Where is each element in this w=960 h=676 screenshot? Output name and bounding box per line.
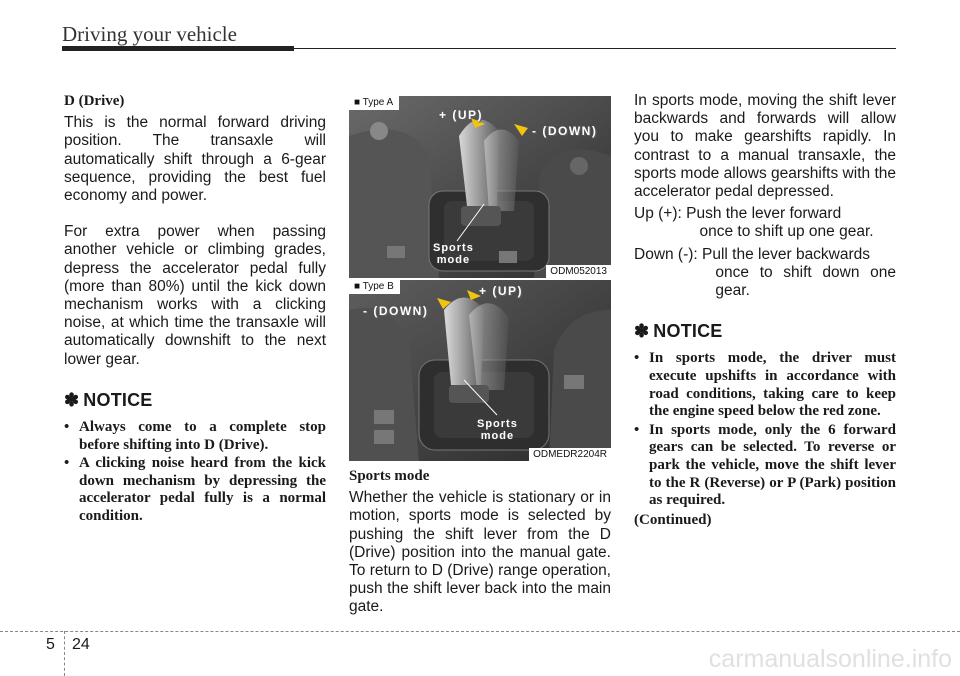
sports-mode-heading: Sports mode [349, 468, 430, 484]
drive-paragraph-1: This is the normal forward driving position. The transaxle will automatically shift through a 6-gear sequence, providing the best fuel economy and power. [64, 114, 326, 205]
up-label: + (UP) [439, 108, 484, 122]
up-definition [634, 205, 896, 241]
figure-type-a [349, 96, 611, 278]
notice-list-2 [634, 350, 896, 509]
down-key: Down (-) [634, 245, 694, 263]
down-value-line-1: : Pull the lever backwards [693, 245, 871, 263]
footer-rule [0, 631, 960, 632]
figure-code: ODMEDR2204R [529, 448, 611, 461]
section-header-title: Driving your vehicle [62, 22, 237, 46]
down-label: - (DOWN) [532, 124, 598, 138]
list-item: • A clicking noise heard from the kick down mechanism by depressing the accelerator pedal fully is a normal condition. [64, 455, 326, 525]
figure-type-b [349, 280, 611, 461]
notice-list-1 [64, 419, 326, 526]
section-number: 5 [46, 636, 55, 653]
type-a-label: ■ Type A [349, 96, 399, 110]
drive-heading: D (Drive) [64, 93, 125, 109]
down-value-line-2: once to shift down one gear. [715, 263, 896, 300]
notice-title: NOTICE [653, 321, 723, 342]
mode-word: mode [436, 254, 471, 266]
list-item: • In sports mode, the driver must execute upshifts in accordance with road conditions, taking care to keep the engine speed below the red zone. [634, 350, 896, 420]
sports-mode-label [433, 242, 474, 266]
notice-title: NOTICE [83, 389, 153, 410]
notice-star-icon: ✽ [64, 389, 80, 410]
type-b-label: ■ Type B [349, 280, 400, 294]
up-key: Up (+) [634, 205, 678, 223]
sports-word: Sports [477, 418, 518, 430]
figure-code: ODM052013 [546, 265, 611, 278]
drive-paragraph-2: For extra power when passing another vehicle or climbing grades, depress the accelerator pedal fully (more than 80%) until the kick down mechanism works with a clicking noise, at which time the transaxle will automatically downshift to the next lower gear. [64, 223, 326, 368]
column-1 [64, 92, 326, 527]
continued-label: (Continued) [634, 511, 712, 528]
sports-word: Sports [433, 242, 474, 254]
list-item: • In sports mode, only the 6 forward gears can be selected. To reverse or park the vehicle, move the shift lever to the R (Reverse) or P (Park) position as required. [634, 422, 896, 510]
column-2-text [349, 467, 611, 617]
page-number: 24 [72, 636, 90, 653]
footer-divider [64, 631, 65, 676]
down-definition [634, 246, 896, 301]
notice-heading-2 [634, 322, 896, 340]
watermark: carmanualsonline.info [708, 645, 952, 673]
list-item: • Always come to a complete stop before shifting into D (Drive). [64, 419, 326, 454]
sports-mode-label [477, 418, 518, 442]
column-3 [634, 92, 896, 529]
sports-mode-intro: In sports mode, moving the shift lever backwards and forwards will allow you to make gearshifts rapidly. In contrast to a manual transaxle, the sports mode allows gearshifts with the accelerator pedal depressed. [634, 92, 896, 201]
down-label: - (DOWN) [363, 304, 429, 318]
notice-heading-1 [64, 391, 326, 409]
notice-star-icon: ✽ [634, 321, 650, 342]
header-bar [62, 46, 294, 51]
up-value-line-2: once to shift up one gear. [699, 223, 874, 241]
sports-mode-paragraph: Whether the vehicle is stationary or in motion, sports mode is selected by pushing the shift lever from the D (Drive) position into the manual gate. To return to D (Drive) range operation, push the shift lever back into the main gate. [349, 489, 611, 616]
mode-word: mode [480, 430, 515, 442]
up-label: + (UP) [479, 284, 524, 298]
up-value-line-1: : Push the lever forward [677, 205, 842, 223]
header-rule [294, 48, 896, 49]
